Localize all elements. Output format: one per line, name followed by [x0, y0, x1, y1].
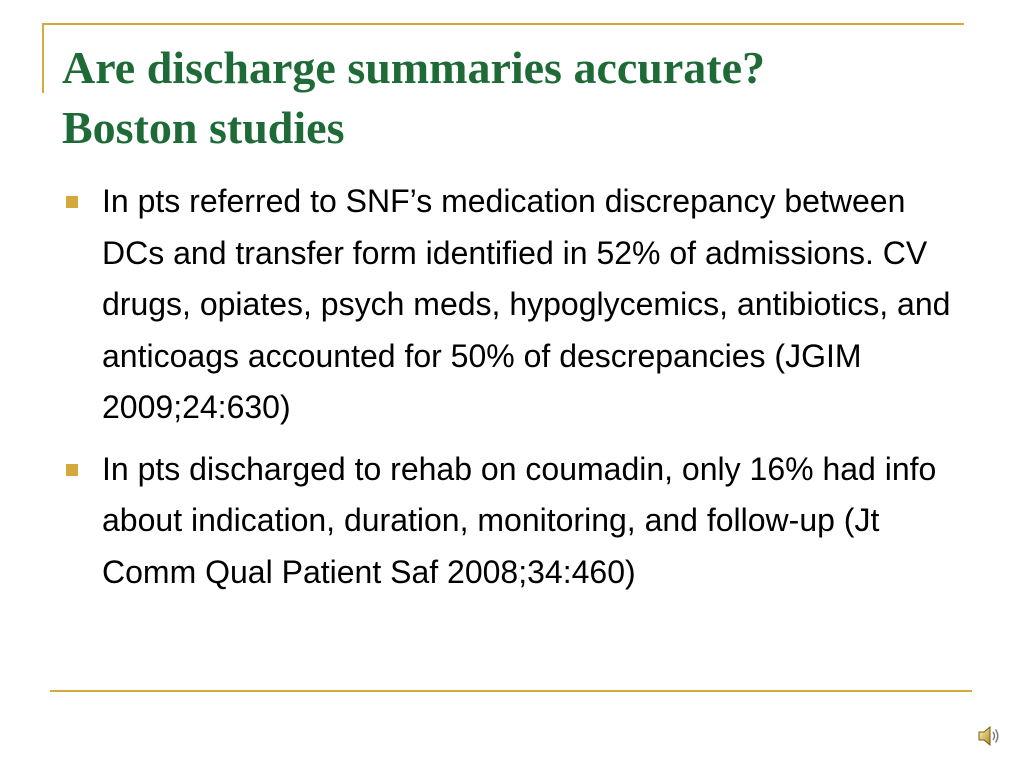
top-rule — [42, 23, 964, 25]
title-line-1: Are discharge summaries accurate? — [62, 42, 766, 93]
speaker-icon[interactable] — [976, 723, 1002, 749]
bottom-rule — [50, 690, 972, 692]
bullet-item — [62, 444, 962, 599]
left-rule — [42, 23, 44, 93]
bullet-text: In pts discharged to rehab on coumadin, only 16% had info about indication, duration, monitoring, and follow-up (Jt Comm Qual Patient Saf 2008;34:460) — [102, 450, 937, 590]
bullet-text: In pts referred to SNF’s medication discrepancy between DCs and transfer form identified in 52% of admissions. CV drugs, opiates, psych meds, hypoglycemics, antibiotics, and anticoags accounted for 50% of descrepancies (JGIM 2009;24:630) — [102, 183, 951, 425]
title-line-2: Boston studies — [62, 102, 345, 153]
slide-title — [62, 38, 1002, 158]
bullet-list — [62, 176, 962, 608]
square-bullet-icon — [66, 196, 78, 208]
square-bullet-icon — [66, 464, 78, 476]
bullet-item — [62, 176, 962, 434]
